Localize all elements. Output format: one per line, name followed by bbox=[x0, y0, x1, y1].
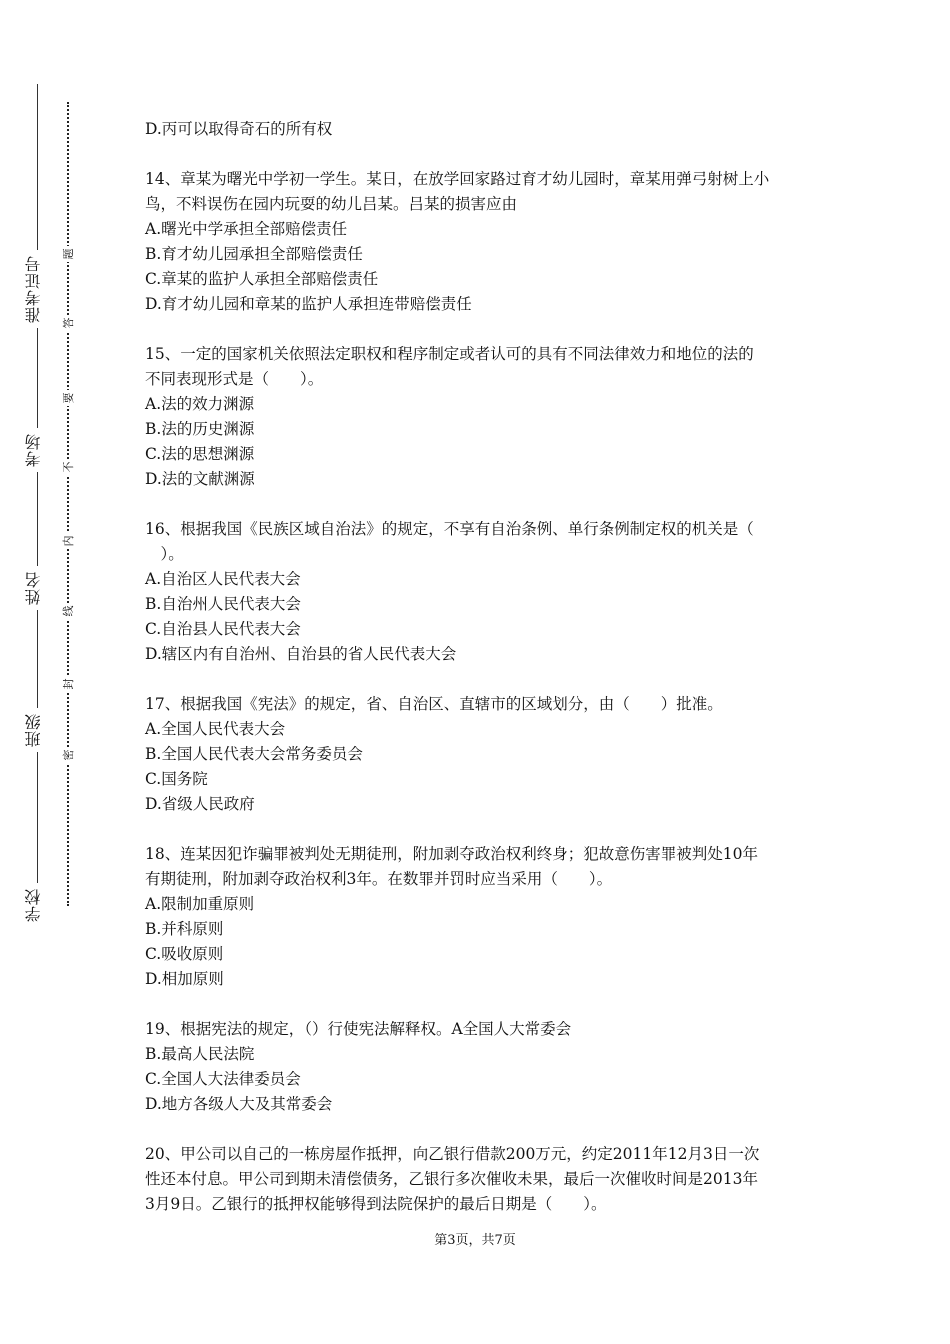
binding-solid-line bbox=[37, 84, 38, 924]
option-b: B.全国人民代表大会常务委员会 bbox=[145, 745, 363, 763]
question-16 bbox=[145, 517, 813, 667]
question-18 bbox=[145, 842, 813, 992]
question-stem-line: 14、章某为曙光中学初一学生。某日，在放学回家路过育才幼儿园时，章某用弹弓射树上小 bbox=[145, 170, 770, 188]
option-b: B.自治州人民代表大会 bbox=[145, 595, 301, 613]
question-stem-line: 19、根据宪法的规定，（）行使宪法解释权。A全国人大常委会 bbox=[145, 1020, 572, 1038]
class-field-label: 班级 bbox=[22, 708, 52, 752]
question-stem-line: 性还本付息。甲公司到期未清偿债务，乙银行多次催收未果，最后一次催收时间是2013年 bbox=[145, 1170, 758, 1188]
option-d: D.法的文献渊源 bbox=[145, 470, 255, 488]
option-b: B.并科原则 bbox=[145, 920, 224, 938]
option-a: A.法的效力渊源 bbox=[145, 395, 255, 413]
option-c: C.自治县人民代表大会 bbox=[145, 620, 301, 638]
seal-char: 要 bbox=[58, 390, 78, 406]
seal-char: 封 bbox=[58, 676, 78, 692]
question-stem-line: 不同表现形式是（ ）。 bbox=[145, 370, 324, 388]
option-b: B.法的历史渊源 bbox=[145, 420, 255, 438]
question-content bbox=[145, 117, 813, 1242]
option-b: B.最高人民法院 bbox=[145, 1045, 255, 1063]
option-a: A.全国人民代表大会 bbox=[145, 720, 286, 738]
option-c: C.吸收原则 bbox=[145, 945, 224, 963]
option-c: C.国务院 bbox=[145, 770, 208, 788]
question-stem-line: 鸟，不料误伤在园内玩耍的幼儿吕某。吕某的损害应由 bbox=[145, 195, 518, 213]
option-b: B.育才幼儿园承担全部赔偿责任 bbox=[145, 245, 363, 263]
question-stem-line: 15、一定的国家机关依照法定职权和程序制定或者认可的具有不同法律效力和地位的法的 bbox=[145, 345, 754, 363]
question-15 bbox=[145, 342, 813, 492]
question-stem-line: 20、甲公司以自己的一栋房屋作抵押，向乙银行借款200万元，约定2011年12月3日一次 bbox=[145, 1145, 760, 1163]
exam-id-field-label: 准考证号 bbox=[22, 250, 52, 328]
question-17 bbox=[145, 692, 813, 817]
school-field-label: 学校 bbox=[22, 883, 52, 927]
option-d: D.育才幼儿园和章某的监护人承担连带赔偿责任 bbox=[145, 295, 472, 313]
option-d: D.省级人民政府 bbox=[145, 795, 255, 813]
question-13-tail bbox=[145, 117, 813, 142]
option-d: D.相加原则 bbox=[145, 970, 224, 988]
option-a: A.限制加重原则 bbox=[145, 895, 255, 913]
question-stem-line: 18、连某因犯诈骗罪被判处无期徒刑，附加剥夺政治权利终身；犯故意伤害罪被判处10年 bbox=[145, 845, 758, 863]
binding-margin bbox=[0, 0, 110, 1344]
name-field-label: 姓名 bbox=[22, 566, 52, 610]
seal-dotted-line bbox=[67, 102, 69, 906]
seal-char: 密 bbox=[58, 747, 78, 763]
question-14 bbox=[145, 167, 813, 317]
option-d: D.丙可以取得奇石的所有权 bbox=[145, 120, 333, 138]
question-stem-line: 17、根据我国《宪法》的规定，省、自治区、直辖市的区域划分，由（ ）批准。 bbox=[145, 695, 723, 713]
seal-char: 线 bbox=[58, 603, 78, 619]
question-stem-line: 16、根据我国《民族区域自治法》的规定，不享有自治条例、单行条例制定权的机关是（ bbox=[145, 520, 754, 538]
option-d: D.辖区内有自治州、自治县的省人民代表大会 bbox=[145, 645, 457, 663]
option-c: C.法的思想渊源 bbox=[145, 445, 255, 463]
page-number-footer: 第3页，共7页 bbox=[434, 1233, 516, 1248]
seal-char: 题 bbox=[58, 246, 78, 262]
option-c: C.全国人大法律委员会 bbox=[145, 1070, 301, 1088]
exam-room-field-label: 考场 bbox=[22, 428, 52, 472]
option-a: A.自治区人民代表大会 bbox=[145, 570, 301, 588]
seal-char: 答 bbox=[58, 315, 78, 331]
question-stem-line: ）。 bbox=[145, 545, 184, 563]
option-d: D.地方各级人大及其常委会 bbox=[145, 1095, 333, 1113]
question-stem-line: 3月9日。乙银行的抵押权能够得到法院保护的最后日期是（ ）。 bbox=[145, 1195, 607, 1213]
question-stem-line: 有期徒刑，附加剥夺政治权利3年。在数罪并罚时应当采用（ ）。 bbox=[145, 870, 613, 888]
seal-char: 不 bbox=[58, 459, 78, 475]
option-c: C.章某的监护人承担全部赔偿责任 bbox=[145, 270, 379, 288]
seal-char: 内 bbox=[58, 533, 78, 549]
question-20 bbox=[145, 1142, 813, 1217]
question-19 bbox=[145, 1017, 813, 1117]
option-a: A.曙光中学承担全部赔偿责任 bbox=[145, 220, 348, 238]
